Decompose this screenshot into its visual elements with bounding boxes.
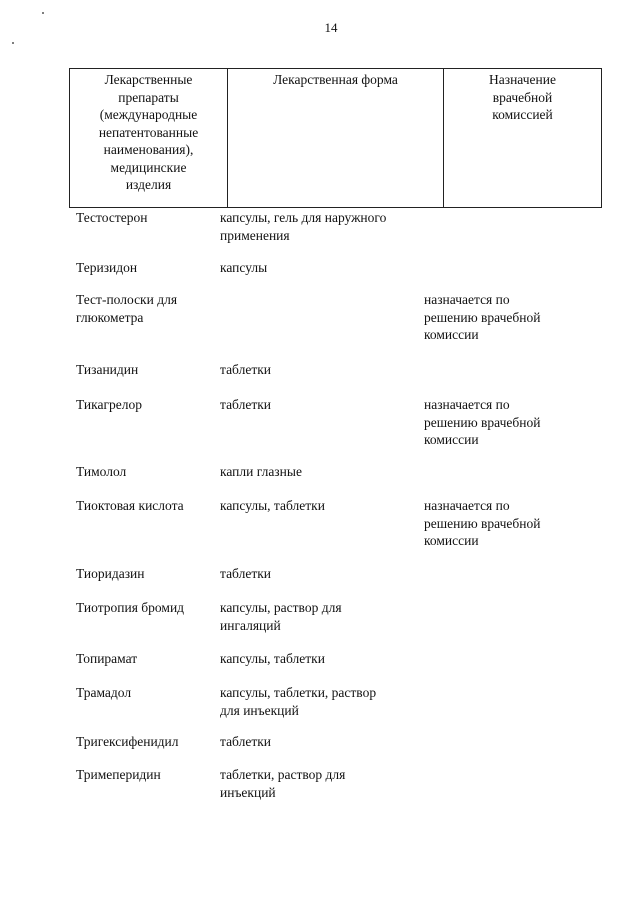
committee-note: назначается по решению врачебной комиссии <box>424 397 541 447</box>
drug-name: Теризидон <box>76 260 138 275</box>
drug-name: Тестостерон <box>76 210 148 225</box>
drug-name: Тригексифенидил <box>76 734 179 749</box>
page-number: 14 <box>324 20 338 35</box>
header-drug-text: Лекарственные препараты (международные непатентованные наименования), медицинские изделия <box>98 72 199 192</box>
header-form-text: Лекарственная форма <box>273 72 398 87</box>
drug-name: Тиоридазин <box>76 566 145 581</box>
drug-form: таблетки <box>220 734 272 749</box>
header-note-text: Назначение врачебной комиссией <box>489 72 556 122</box>
drug-name: Тимолол <box>76 464 127 479</box>
drug-form: капсулы, таблетки <box>220 651 325 666</box>
drug-form: капсулы <box>220 260 268 275</box>
committee-note: назначается по решению врачебной комиссии <box>424 292 541 342</box>
drug-form: таблетки, раствор для инъекций <box>220 767 346 800</box>
drug-name: Трамадол <box>76 685 132 700</box>
drug-name: Тизанидин <box>76 362 139 377</box>
drug-form: таблетки <box>220 397 272 412</box>
drug-name: Тест-полоски для глюкометра <box>76 292 178 325</box>
committee-note: назначается по решению врачебной комиссии <box>424 498 541 548</box>
drug-form: капсулы, раствор для ингаляций <box>220 600 342 633</box>
drug-name: Тиотропия бромид <box>76 600 185 615</box>
drug-form: капсулы, таблетки <box>220 498 325 513</box>
drug-name: Тикагрелор <box>76 397 142 412</box>
drug-name: Тримеперидин <box>76 767 161 782</box>
drug-form: капсулы, таблетки, раствор для инъекций <box>220 685 377 718</box>
drug-form: таблетки <box>220 566 272 581</box>
drug-form: таблетки <box>220 362 272 377</box>
drug-name: Топирамат <box>76 651 138 666</box>
drug-form: капсулы, гель для наружного применения <box>220 210 387 243</box>
drug-form: капли глазные <box>220 464 302 479</box>
drug-name: Тиоктовая кислота <box>76 498 184 513</box>
